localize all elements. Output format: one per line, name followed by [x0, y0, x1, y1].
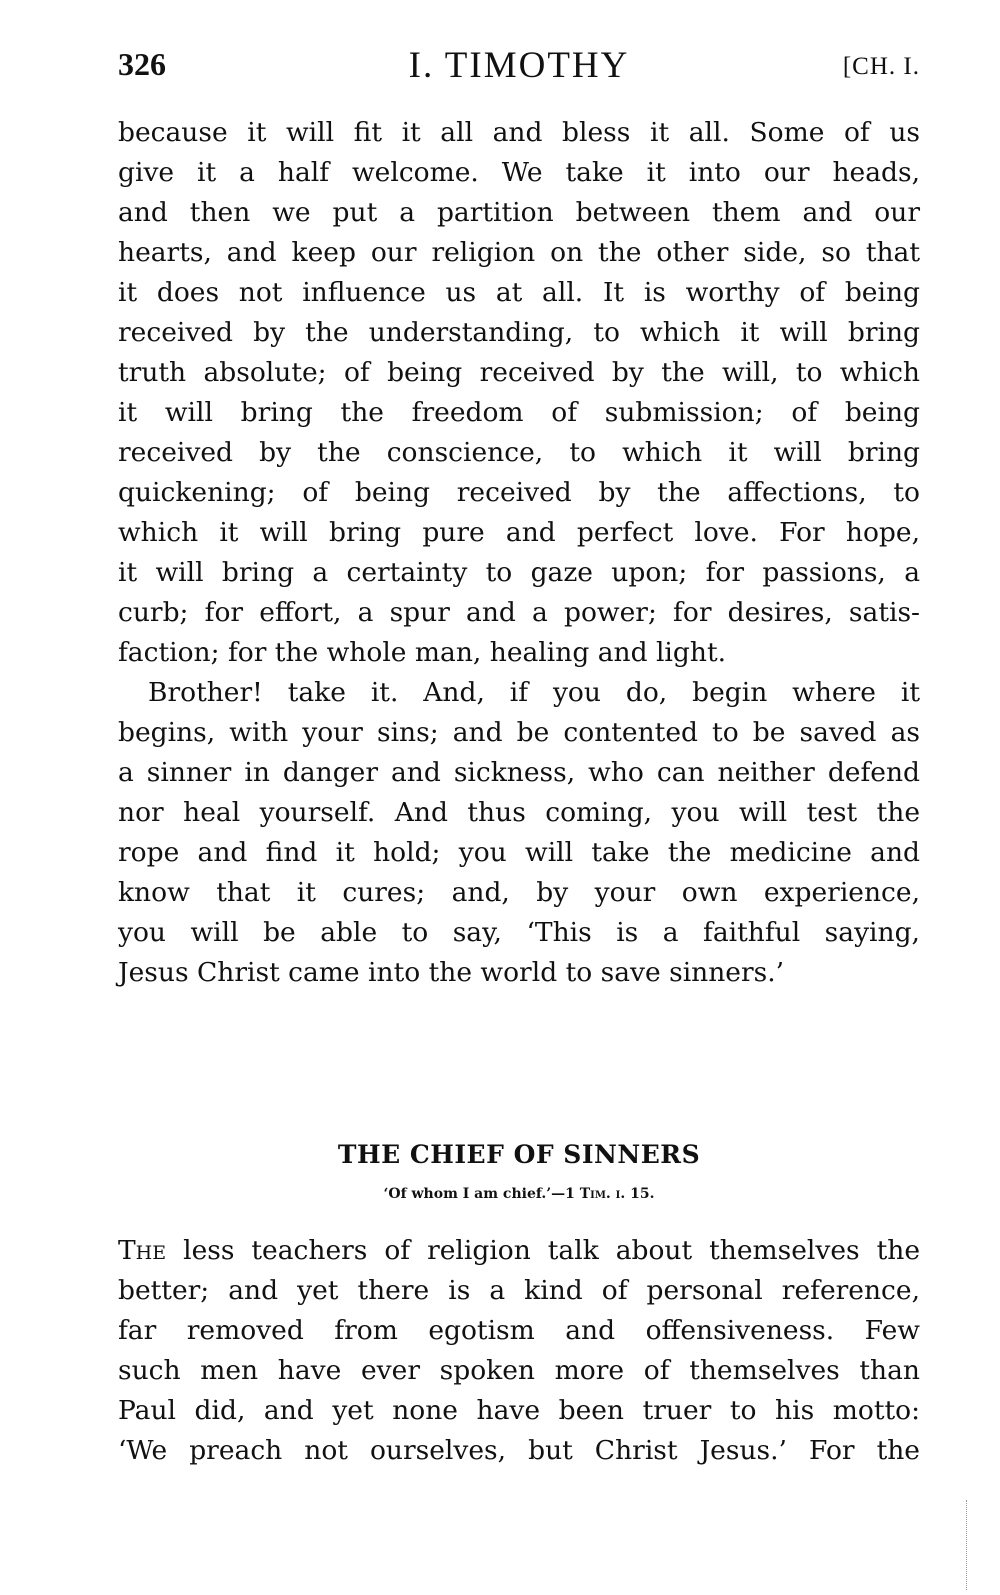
running-head — [118, 40, 920, 100]
epigraph-quote: ‘Of whom I am chief.’—1 — [383, 1186, 575, 1202]
text-line: because it will fit it all and bless it all. Some of us — [118, 117, 920, 148]
text-line: it will bring the freedom of submission; of being — [118, 397, 920, 428]
paragraph-1 — [118, 113, 920, 673]
paragraph-2 — [118, 673, 920, 993]
text-line: a sinner in danger and sickness, who can neither defend — [118, 757, 920, 788]
text-line: rope and find it hold; you will take the medicine and — [118, 837, 920, 868]
book-title: I. TIMOTHY — [408, 45, 630, 86]
text-line: know that it cures; and, by your own experience, — [118, 877, 920, 908]
text-line: nor heal yourself. And thus coming, you will test the — [118, 797, 920, 828]
chapter-reference: [CH. I. — [842, 53, 920, 80]
epigraph-reference: Tim. i. 15. — [579, 1186, 655, 1202]
text-line — [118, 1231, 920, 1271]
text-line: better; and yet there is a kind of personal reference, — [118, 1275, 920, 1306]
text-line-content: less teachers of religion talk about themselves the — [183, 1235, 920, 1266]
text-line: received by the understanding, to which it will bring — [118, 317, 920, 348]
text-line: faction; for the whole man, healing and light. — [118, 637, 727, 668]
text-line: hearts, and keep our religion on the other side, so that — [118, 237, 920, 268]
text-line: and then we put a partition between them and our — [118, 197, 920, 228]
section-paragraph — [118, 1231, 920, 1471]
book-page — [118, 40, 920, 1471]
text-line: ‘We preach not ourselves, but Christ Jesus.’ For the — [118, 1435, 920, 1466]
page-number: 326 — [118, 46, 166, 82]
text-line: far removed from egotism and offensiveness. Few — [118, 1315, 920, 1346]
text-line: it does not influence us at all. It is worthy of being — [118, 277, 920, 308]
text-line: quickening; of being received by the affections, to — [118, 477, 920, 508]
text-line: give it a half welcome. We take it into our heads, — [118, 157, 920, 188]
text-line: truth absolute; of being received by the will, to which — [118, 357, 920, 388]
text-line: such men have ever spoken more of themselves than — [118, 1355, 920, 1386]
text-line: Paul did, and yet none have been truer to his motto: — [118, 1395, 920, 1426]
text-line: Brother! take it. And, if you do, begin where it — [148, 677, 920, 708]
opening-word: The — [118, 1235, 167, 1266]
section-title: THE CHIEF OF SINNERS — [337, 1140, 701, 1169]
scan-edge-mark — [966, 1500, 968, 1590]
text-line: which it will bring pure and perfect love. For hope, — [118, 517, 920, 548]
text-line: begins, with your sins; and be contented to be saved as — [118, 717, 920, 748]
text-line: received by the conscience, to which it will bring — [118, 437, 920, 468]
epigraph — [118, 1179, 920, 1209]
text-line: Jesus Christ came into the world to save sinners.’ — [118, 957, 785, 988]
text-line: you will be able to say, ‘This is a faithful saying, — [118, 917, 920, 948]
text-line: it will bring a certainty to gaze upon; for passions, a — [118, 557, 920, 588]
text-line: curb; for effort, a spur and a power; for desires, satis- — [118, 597, 920, 628]
